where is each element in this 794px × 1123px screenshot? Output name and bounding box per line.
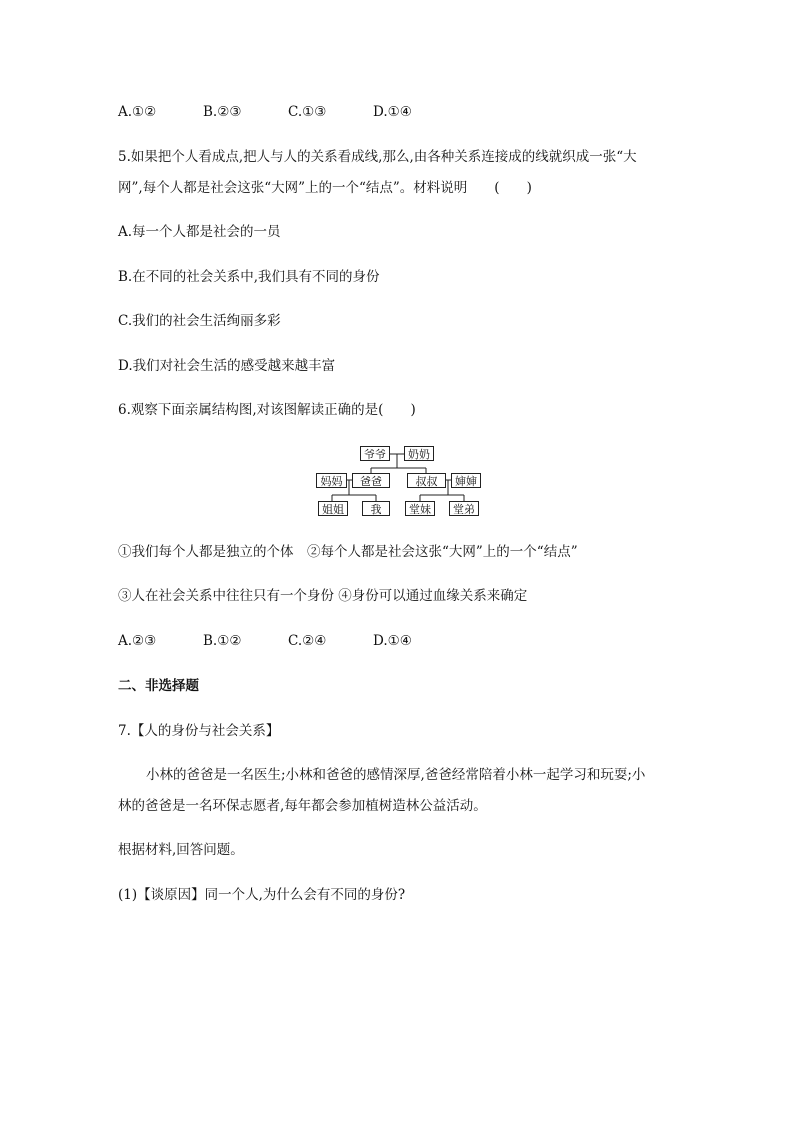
q5-option-c: C.我们的社会生活绚丽多彩 [118,313,281,329]
tree-node-aunt: 婶婶 [451,473,481,488]
q6-statement-line1: ①我们每个人都是独立的个体 ②每个人都是社会这张“大网”上的一个“结点” [118,544,578,560]
q5-option-b: B.在不同的社会关系中,我们具有不同的身份 [118,269,380,285]
q7-title: 7.【人的身份与社会关系】 [118,723,280,739]
q6-options [118,631,412,651]
tree-node-mom: 妈妈 [316,473,347,488]
tree-node-uncle: 叔叔 [407,473,446,488]
q5-stem-line2: 网”,每个人都是社会这张“大网”上的一个“结点”。材料说明 ( ) [118,180,532,196]
q7-subquestion-1: (1)【谈原因】同一个人,为什么会有不同的身份? [118,887,406,903]
q7-material-line1: 小林的爸爸是一名医生;小林和爸爸的感情深厚,爸爸经常陪着小林一起学习和玩耍;小 [146,767,646,783]
section-title: 二、非选择题 [118,678,199,694]
tree-node-me: 我 [362,501,390,516]
q7-prompt: 根据材料,回答问题。 [118,842,244,858]
q6-option-a: A.②③ [118,633,157,649]
q4-option-b: B.②③ [203,104,242,120]
q4-option-d: D.①④ [373,104,412,120]
q6-option-d: D.①④ [373,633,412,649]
q5-stem-line1: 5.如果把个人看成点,把人与人的关系看成线,那么,由各种关系连接成的线就织成一张“大 [118,149,637,165]
tree-node-sister: 姐姐 [318,501,348,516]
tree-node-cousin-male: 堂弟 [449,501,479,516]
tree-node-cousin-female: 堂妹 [405,501,435,516]
q4-option-a: A.①② [118,104,157,120]
tree-node-grandma: 奶奶 [404,446,434,461]
q4-option-c: C.①③ [288,104,327,120]
q5-option-a: A.每一个人都是社会的一员 [118,224,281,240]
q6-option-b: B.①② [203,633,242,649]
q6-statement-line2: ③人在社会关系中往往只有一个身份 ④身份可以通过血缘关系来确定 [118,588,528,604]
tree-node-dad: 爸爸 [352,473,390,488]
q7-material-line2: 林的爸爸是一名环保志愿者,每年都会参加植树造林公益活动。 [118,798,487,814]
q4-options [118,102,412,122]
tree-node-grandpa: 爷爷 [360,446,390,461]
family-tree-diagram [310,440,490,520]
q6-stem: 6.观察下面亲属结构图,对该图解读正确的是( ) [118,402,416,418]
q5-option-d: D.我们对社会生活的感受越来越丰富 [118,358,336,374]
q6-option-c: C.②④ [288,633,327,649]
